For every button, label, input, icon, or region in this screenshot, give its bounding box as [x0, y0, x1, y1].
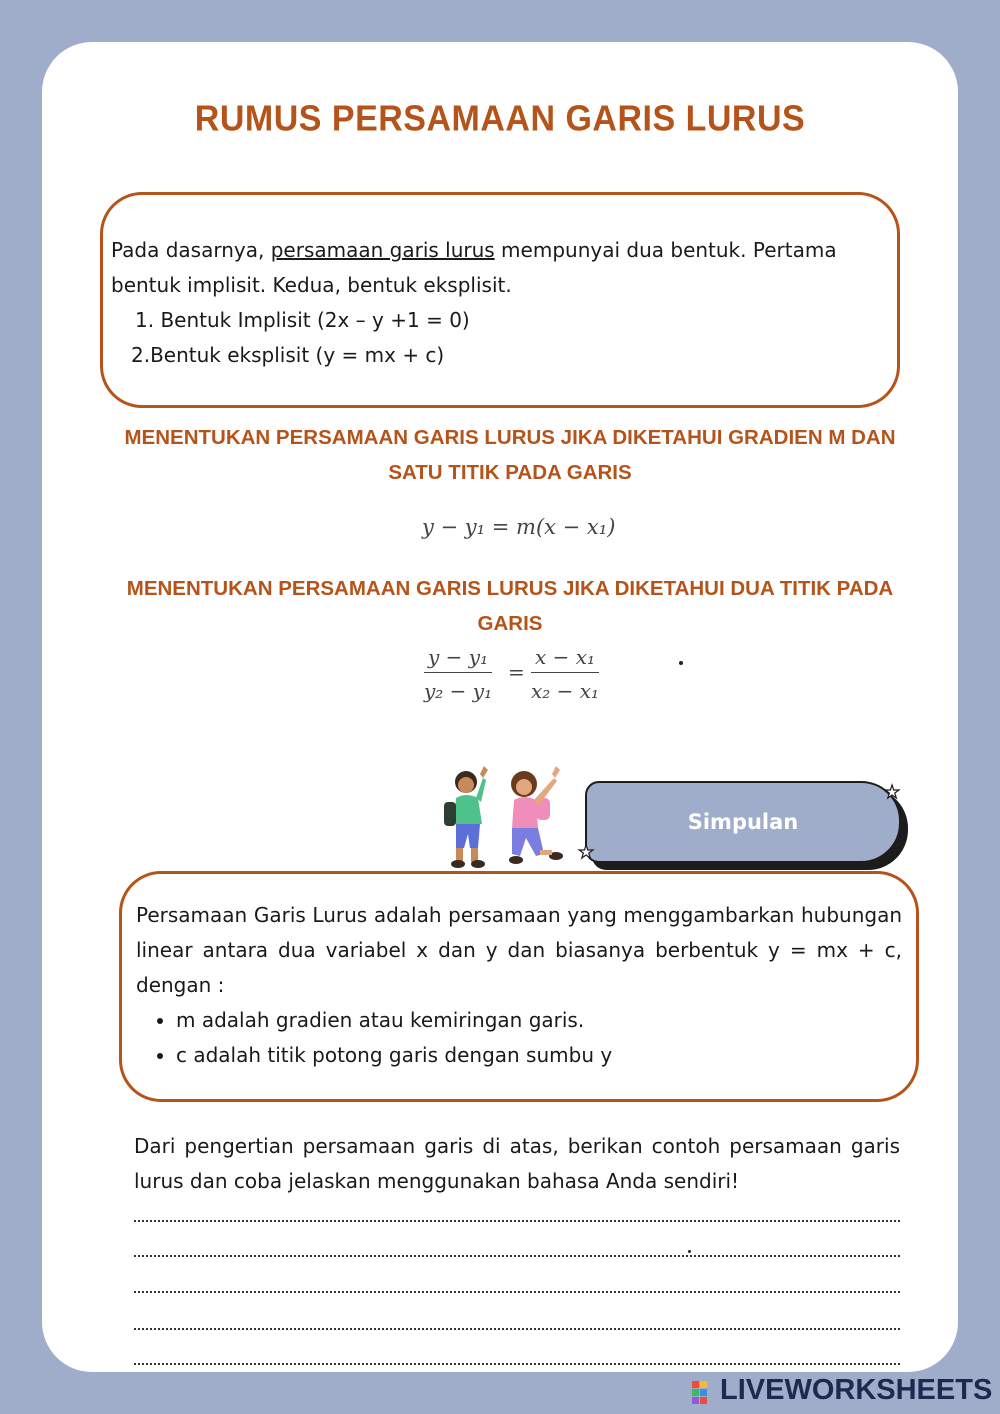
- fraction-right-denominator: x₂ − x₁: [531, 679, 600, 703]
- girl-figure: [509, 766, 563, 864]
- liveworksheets-logo[interactable]: LIVEWORKSHEETS: [720, 1374, 993, 1406]
- stray-dot: [688, 1250, 691, 1253]
- liveworksheets-logo-icon: [692, 1381, 716, 1405]
- question-prompt: Dari pengertian persamaan garis di atas, berikan contoh persamaan garis lurus dan coba jelaskan menggunakan bahasa Anda sendiri!: [134, 1134, 900, 1193]
- point-slope-formula: y − y₁ = m(x − x₁): [422, 515, 616, 539]
- answer-line-3[interactable]: [134, 1291, 900, 1293]
- simpulan-label: Simpulan: [687, 810, 799, 834]
- answer-line-2[interactable]: [134, 1255, 900, 1257]
- intro-underlined-term: persamaan garis lurus: [270, 238, 495, 262]
- section2-heading: MENENTUKAN PERSAMAAN GARIS LURUS JIKA DIKETAHUI DUA TITIK PADA GARIS: [126, 577, 894, 635]
- star-icon: ★: [578, 842, 595, 863]
- page-title: RUMUS PERSAMAAN GARIS LURUS: [194, 99, 806, 139]
- simpulan-paragraph: [136, 898, 902, 1073]
- answer-line-5[interactable]: [134, 1363, 900, 1365]
- fraction-left: [424, 645, 492, 703]
- star-icon: ★: [884, 782, 901, 803]
- answer-line-1[interactable]: [134, 1220, 900, 1222]
- stray-dot: [679, 661, 683, 665]
- intro-box: [100, 192, 900, 408]
- simpulan-list: [136, 1003, 902, 1073]
- intro-paragraph: [111, 233, 891, 373]
- answer-line-4[interactable]: [134, 1328, 900, 1330]
- kids-illustration: [436, 764, 576, 872]
- fraction-right-numerator: x − x₁: [531, 645, 599, 673]
- simpulan-text: Persamaan Garis Lurus adalah persamaan yang menggambarkan hubungan linear antara dua variabel x dan y dan biasanya berbentuk y = mx + c, dengan :: [136, 903, 902, 997]
- fraction-left-numerator: y − y₁: [424, 645, 492, 673]
- intro-item-explicit: 2.Bentuk eksplisit (y = mx + c): [131, 343, 445, 367]
- intro-text-before: Pada dasarnya,: [111, 238, 271, 262]
- fraction-right: [531, 645, 599, 703]
- equals-sign: =: [508, 660, 525, 684]
- simpulan-box: [119, 871, 919, 1102]
- boy-figure: [444, 766, 488, 868]
- fraction-left-denominator: y₂ − y₁: [424, 679, 493, 703]
- intro-item-implicit: 1. Bentuk Implisit (2x – y +1 = 0): [135, 308, 470, 332]
- intro-text-after: mempunyai dua bentuk. Pertama bentuk implisit. Kedua, bentuk eksplisit.: [111, 238, 837, 297]
- simpulan-tab: [585, 781, 901, 863]
- section1-heading: MENENTUKAN PERSAMAAN GARIS LURUS JIKA DIKETAHUI GRADIEN M DAN SATU TITIK PADA GARIS: [124, 426, 896, 484]
- list-item: • c adalah titik potong garis dengan sumbu y: [176, 1038, 902, 1073]
- list-item: • m adalah gradien atau kemiringan garis.: [176, 1003, 902, 1038]
